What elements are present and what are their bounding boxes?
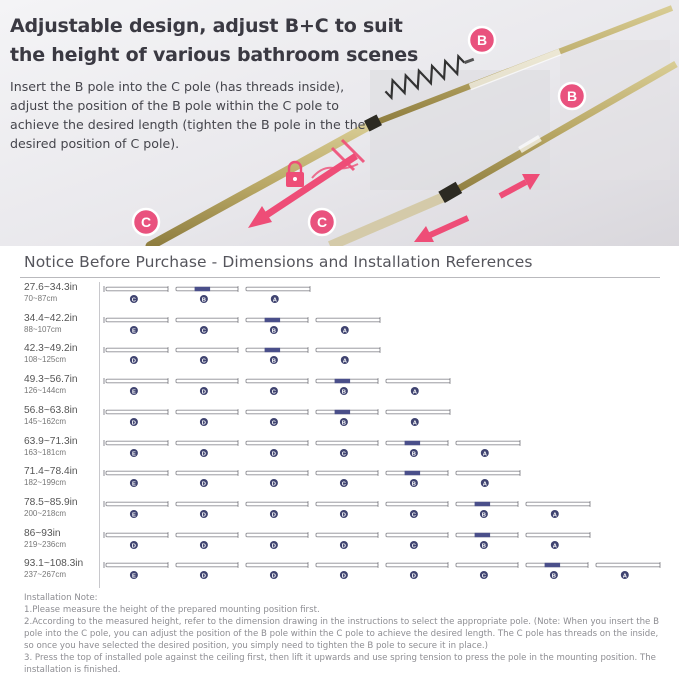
dimension-row [0, 374, 679, 407]
segment-label: D [341, 573, 346, 580]
segment-label: A [412, 389, 417, 396]
dimension-row [0, 282, 679, 315]
pole-segment-d [176, 532, 238, 550]
row-height-metric: 70~87cm [24, 294, 58, 303]
installation-heading: Installation Note: [24, 593, 98, 603]
segment-label: D [131, 420, 136, 427]
pole-segment-d [316, 532, 378, 550]
row-height-metric: 126~144cm [24, 386, 67, 396]
installation-note [24, 592, 664, 676]
headline: Adjustable design, adjust B+C to suit the height of various bathroom scenes [10, 15, 419, 66]
pole-segment-d [176, 562, 238, 580]
segment-label: A [482, 451, 487, 458]
segment-label: D [341, 543, 346, 550]
segment-label: D [271, 573, 276, 580]
pole-diagram [0, 466, 679, 499]
segment-label: D [201, 512, 206, 519]
dimension-row [0, 343, 679, 376]
installation-step: 1.Please measure the height of the prepared mounting position first. [24, 605, 320, 615]
row-height-metric: 108~125cm [24, 355, 67, 365]
row-height-metric: 200~218cm [24, 508, 67, 518]
row-height-inches: 56.8~63.8in [24, 404, 78, 416]
row-height-metric: 88~107cm [24, 324, 62, 334]
segment-label: C [201, 358, 206, 365]
pole-segment-c [106, 286, 168, 304]
segment-label: D [411, 573, 416, 580]
pole-segment-d [246, 501, 308, 519]
row-height-inches: 49.3~56.7in [24, 374, 78, 386]
pole-segment-c [386, 532, 448, 550]
segment-label: D [131, 543, 136, 550]
pole-segment-d [316, 501, 378, 519]
pole-segment-c [246, 409, 308, 427]
segment-label: A [622, 573, 627, 580]
pole-segment-c [176, 317, 238, 335]
segment-label: E [131, 451, 136, 458]
pole-diagram [0, 436, 679, 469]
pole-segment-e [106, 501, 168, 519]
pole-diagram [0, 558, 679, 591]
segment-label: A [552, 512, 557, 519]
row-height-inches: 93.1~108.3in [24, 558, 84, 570]
pole-segment-a [526, 501, 590, 519]
pole-segment-e [106, 470, 168, 488]
row-height-metric: 182~199cm [24, 478, 67, 488]
pole-segment-d [246, 440, 308, 458]
pole-segment-d [246, 562, 308, 580]
segment-label: E [131, 573, 136, 580]
segment-label: A [342, 358, 347, 365]
segment-label: E [131, 328, 136, 335]
segment-label: E [131, 389, 136, 396]
segment-label: D [271, 451, 276, 458]
pole-segment-a [246, 286, 310, 304]
segment-label: A [482, 481, 487, 488]
pole-segment-c [176, 347, 238, 365]
segment-label: D [201, 389, 206, 396]
pole-segment-e [106, 378, 168, 396]
callout-label: B [566, 88, 578, 104]
dimension-row [0, 497, 679, 530]
segment-label: C [131, 297, 136, 304]
row-height-metric: 237~267cm [24, 570, 67, 580]
pole-segment-b [456, 501, 518, 519]
pole-segment-a [316, 317, 380, 335]
pole-segment-d [176, 378, 238, 396]
pole-segment-d [246, 470, 308, 488]
pole-segment-d [106, 532, 168, 550]
segment-label: A [552, 543, 557, 550]
segment-label: D [201, 573, 206, 580]
installation-step: 2.According to the measured height, refer to the dimension drawing in the instructions to select the appropriate pole. (Note: When you insert the B pole into the C pole, you can adjust the position of the B pole within the C pole to achieve the desired length. The C pole has threads on the inside, so once you have selected the desired position, you simply need to tighten the B pole to secure it in place.) [24, 617, 659, 651]
segment-label: C [481, 573, 486, 580]
segment-label: C [271, 420, 276, 427]
segment-label: E [131, 481, 136, 488]
pole-segment-b [176, 286, 238, 304]
segment-label: B [481, 543, 486, 550]
callout-label: C [140, 214, 152, 230]
pole-segment-d [176, 409, 238, 427]
pole-segment-b [386, 470, 448, 488]
segment-label: B [271, 358, 276, 365]
pole-segment-a [386, 378, 450, 396]
pole-diagram [0, 497, 679, 530]
segment-label: D [201, 543, 206, 550]
pole-segment-b [246, 347, 308, 365]
pole-segment-d [176, 470, 238, 488]
pole-segment-d [106, 347, 168, 365]
segment-label: B [411, 451, 416, 458]
row-height-inches: 42.3~49.2in [24, 343, 78, 355]
pole-diagram [0, 313, 679, 346]
row-height-metric: 163~181cm [24, 447, 67, 457]
row-height-metric: 219~236cm [24, 539, 67, 549]
segment-label: D [271, 543, 276, 550]
segment-label: A [272, 297, 277, 304]
pole-segment-a [456, 470, 520, 488]
dimension-row [0, 466, 679, 499]
dimension-row [0, 405, 679, 438]
callout-label: C [316, 214, 328, 230]
row-height-metric: 145~162cm [24, 416, 67, 426]
pole-diagram [0, 282, 679, 315]
segment-label: B [271, 328, 276, 335]
row-height-inches: 63.9~71.3in [24, 435, 78, 447]
segment-label: C [271, 389, 276, 396]
pole-segment-d [246, 532, 308, 550]
pole-segment-b [316, 378, 378, 396]
pole-segment-c [246, 378, 308, 396]
intro-text: Insert the B pole into the C pole (has threads inside), adjust the position of the B pole within the C pole to achieve the desired length (tighten the B pole in the the desired position of C pole). [10, 79, 366, 151]
pole-segment-a [596, 562, 660, 580]
pole-segment-d [386, 562, 448, 580]
segment-label: D [201, 420, 206, 427]
callout-label: B [476, 32, 488, 48]
segment-label: C [411, 543, 416, 550]
segment-label: A [412, 420, 417, 427]
pole-diagram [0, 528, 679, 561]
pole-segment-b [456, 532, 518, 550]
pole-segment-e [106, 562, 168, 580]
pole-segment-d [176, 440, 238, 458]
dimension-row [0, 528, 679, 561]
row-height-inches: 27.6~34.3in [24, 282, 78, 293]
dimension-row [0, 558, 679, 591]
dimension-row [0, 436, 679, 469]
pole-segment-a [456, 440, 520, 458]
pole-diagram [0, 374, 679, 407]
pole-segment-b [316, 409, 378, 427]
pole-segment-e [106, 317, 168, 335]
segment-label: E [131, 512, 136, 519]
pole-segment-a [386, 409, 450, 427]
row-height-inches: 86~93in [24, 527, 61, 539]
segment-label: D [131, 358, 136, 365]
segment-label: D [271, 481, 276, 488]
pole-segment-b [386, 440, 448, 458]
pole-segment-b [526, 562, 588, 580]
row-height-inches: 71.4~78.4in [24, 466, 78, 478]
pole-segment-b [246, 317, 308, 335]
pole-diagram [0, 343, 679, 376]
pole-segment-d [106, 409, 168, 427]
segment-label: B [341, 420, 346, 427]
segment-label: C [341, 451, 346, 458]
pole-segment-a [316, 347, 380, 365]
segment-label: C [201, 328, 206, 335]
segment-label: D [341, 512, 346, 519]
segment-label: B [551, 573, 556, 580]
pole-segment-d [316, 562, 378, 580]
segment-label: C [411, 512, 416, 519]
pole-segment-e [106, 440, 168, 458]
segment-label: B [201, 297, 206, 304]
segment-label: D [201, 451, 206, 458]
segment-label: A [342, 328, 347, 335]
segment-label: C [341, 481, 346, 488]
pole-segment-c [386, 501, 448, 519]
dimension-row [0, 313, 679, 346]
pole-segment-d [176, 501, 238, 519]
pole-segment-c [456, 562, 518, 580]
pole-segment-c [316, 440, 378, 458]
row-height-inches: 78.5~85.9in [24, 496, 78, 508]
pole-segment-c [316, 470, 378, 488]
segment-label: D [271, 512, 276, 519]
row-height-inches: 34.4~42.2in [24, 312, 78, 324]
segment-label: D [201, 481, 206, 488]
segment-label: B [481, 512, 486, 519]
pole-diagram [0, 405, 679, 438]
pole-segment-a [526, 532, 590, 550]
segment-label: B [411, 481, 416, 488]
installation-step: 3. Press the top of installed pole against the ceiling first, then lift it upwards and use spring tension to press the pole in the mounting position. The installation is finished. [24, 653, 656, 675]
segment-label: B [341, 389, 346, 396]
notice-title: Notice Before Purchase - Dimensions and Installation References [24, 253, 533, 271]
